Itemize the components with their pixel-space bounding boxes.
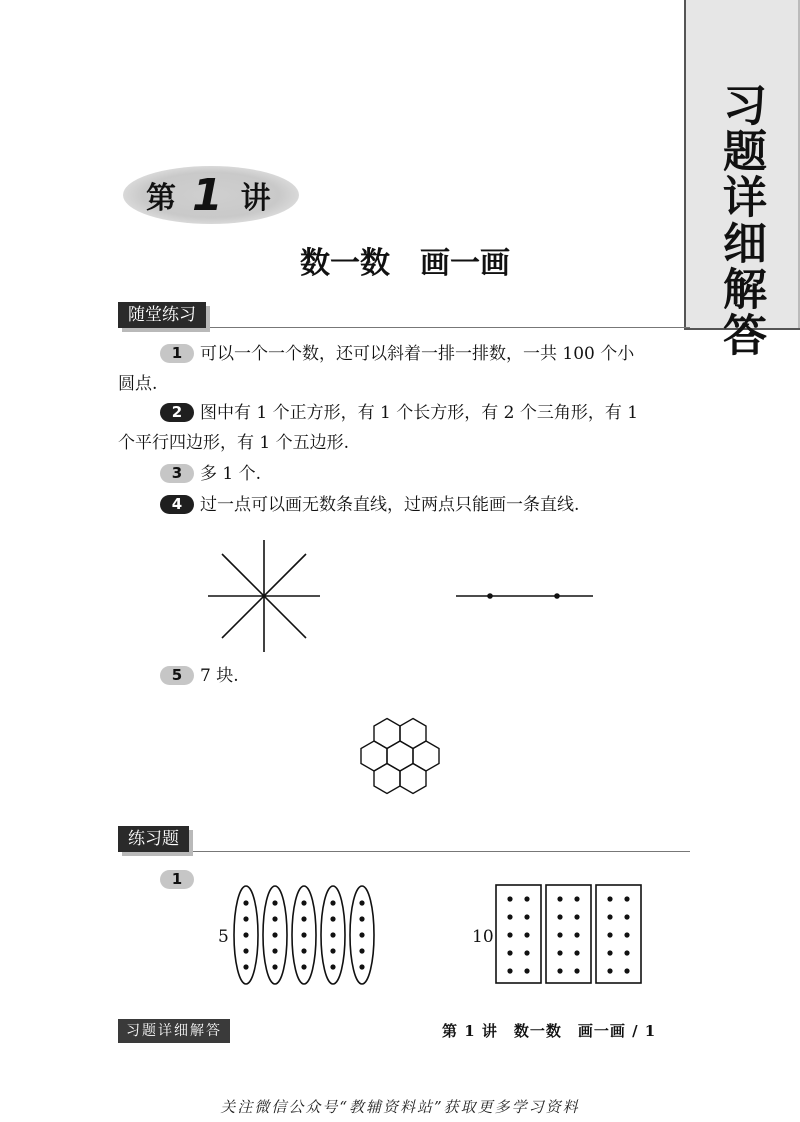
dot [607, 914, 612, 919]
dot [330, 900, 335, 905]
dot [243, 900, 248, 905]
dot [524, 968, 529, 973]
dot [607, 896, 612, 901]
answer-text: 图中有 1 个正方形，有 1 个长方形，有 2 个三角形，有 1 [200, 403, 639, 423]
dot [574, 932, 579, 937]
group-rectangle [596, 885, 641, 983]
dot [624, 932, 629, 937]
answer-2-line-2: 个平行四边形，有 1 个五边形. [118, 433, 350, 453]
dot-groups-rectangle-figure [495, 884, 643, 986]
answer-number-badge: 3 [160, 464, 194, 483]
dot [507, 932, 512, 937]
dot [557, 950, 562, 955]
dot [301, 948, 306, 953]
side-tab-label: 习题详细解答 [715, 82, 766, 358]
hexagon-shape [400, 764, 426, 794]
dot [574, 950, 579, 955]
dot [243, 916, 248, 921]
group-rectangle [546, 885, 591, 983]
dot [607, 950, 612, 955]
hexagon-shape [374, 719, 400, 749]
answer-text: 7 块. [200, 666, 239, 686]
dot [624, 968, 629, 973]
dot [330, 964, 335, 969]
dot [557, 914, 562, 919]
dot [359, 916, 364, 921]
dot [524, 950, 529, 955]
exercise-1-marker [160, 867, 200, 893]
answer-number-badge: 4 [160, 495, 194, 514]
line-through-two-points-figure [455, 586, 595, 606]
dot [607, 932, 612, 937]
dot [330, 948, 335, 953]
group-of-five-label: 5 [218, 927, 229, 947]
dot [359, 900, 364, 905]
dot [624, 950, 629, 955]
answer-text: 可以一个一个数，还可以斜着一排一排数，一共 100 个小 [200, 344, 635, 364]
exercise-number-badge: 1 [160, 870, 194, 889]
dot [359, 948, 364, 953]
bottom-note: 关注微信公众号“教辅资料站”获取更多学习资料 [220, 1098, 580, 1116]
hexagon-cluster-figure [350, 708, 450, 808]
dot [272, 916, 277, 921]
group-rectangle [496, 885, 541, 983]
answer-5-line-1 [160, 663, 239, 689]
dot [524, 932, 529, 937]
answer-text: 过一点可以画无数条直线，过两点只能画一条直线. [200, 495, 580, 515]
dot [557, 968, 562, 973]
dot [507, 950, 512, 955]
dot [272, 964, 277, 969]
dot [272, 900, 277, 905]
answer-1-line-1 [160, 341, 634, 367]
dot [359, 932, 364, 937]
answer-number-badge: 1 [160, 344, 194, 363]
dot [301, 964, 306, 969]
dot [243, 964, 248, 969]
dot [301, 900, 306, 905]
section-rule [118, 851, 690, 852]
dot [330, 916, 335, 921]
section-practice-heading: 随堂练习 [118, 302, 206, 328]
lecture-prefix: 第 [146, 181, 176, 216]
answer-1-line-2: 圆点. [118, 374, 158, 394]
answer-3-line-1 [160, 461, 261, 487]
dot [574, 914, 579, 919]
dot [301, 932, 306, 937]
answer-number-badge: 5 [160, 666, 194, 685]
dot [524, 896, 529, 901]
dot [359, 964, 364, 969]
dot [557, 896, 562, 901]
section-exercises-heading: 练习题 [118, 826, 189, 852]
dot [301, 916, 306, 921]
dot-groups-oval-figure [232, 884, 382, 986]
lines-through-one-point-figure [205, 538, 325, 658]
group-of-ten-label: 10 [472, 927, 494, 947]
dot [557, 932, 562, 937]
page-title: 数一数 画一画 [300, 246, 510, 281]
dot [243, 932, 248, 937]
dot [507, 968, 512, 973]
dot [624, 914, 629, 919]
answer-4-line-1 [160, 492, 579, 518]
hexagon-shape [400, 719, 426, 749]
dot [507, 896, 512, 901]
dot [272, 948, 277, 953]
footer-running-title: 第 1 讲 数一数 画一画 / 1 [442, 1022, 657, 1040]
dot [574, 896, 579, 901]
hexagon-shape [374, 764, 400, 794]
dot [524, 914, 529, 919]
answer-text: 多 1 个. [200, 464, 262, 484]
lecture-suffix: 讲 [240, 181, 271, 216]
dot [607, 968, 612, 973]
dot [272, 932, 277, 937]
answer-2-line-1 [160, 400, 638, 426]
answer-number-badge: 2 [160, 403, 194, 422]
dot [507, 914, 512, 919]
footer-tag: 习题详细解答 [118, 1019, 230, 1043]
dot [243, 948, 248, 953]
dot [624, 896, 629, 901]
lecture-heading [146, 170, 271, 220]
dot [574, 968, 579, 973]
dot [330, 932, 335, 937]
lecture-number: 1 [192, 169, 223, 221]
